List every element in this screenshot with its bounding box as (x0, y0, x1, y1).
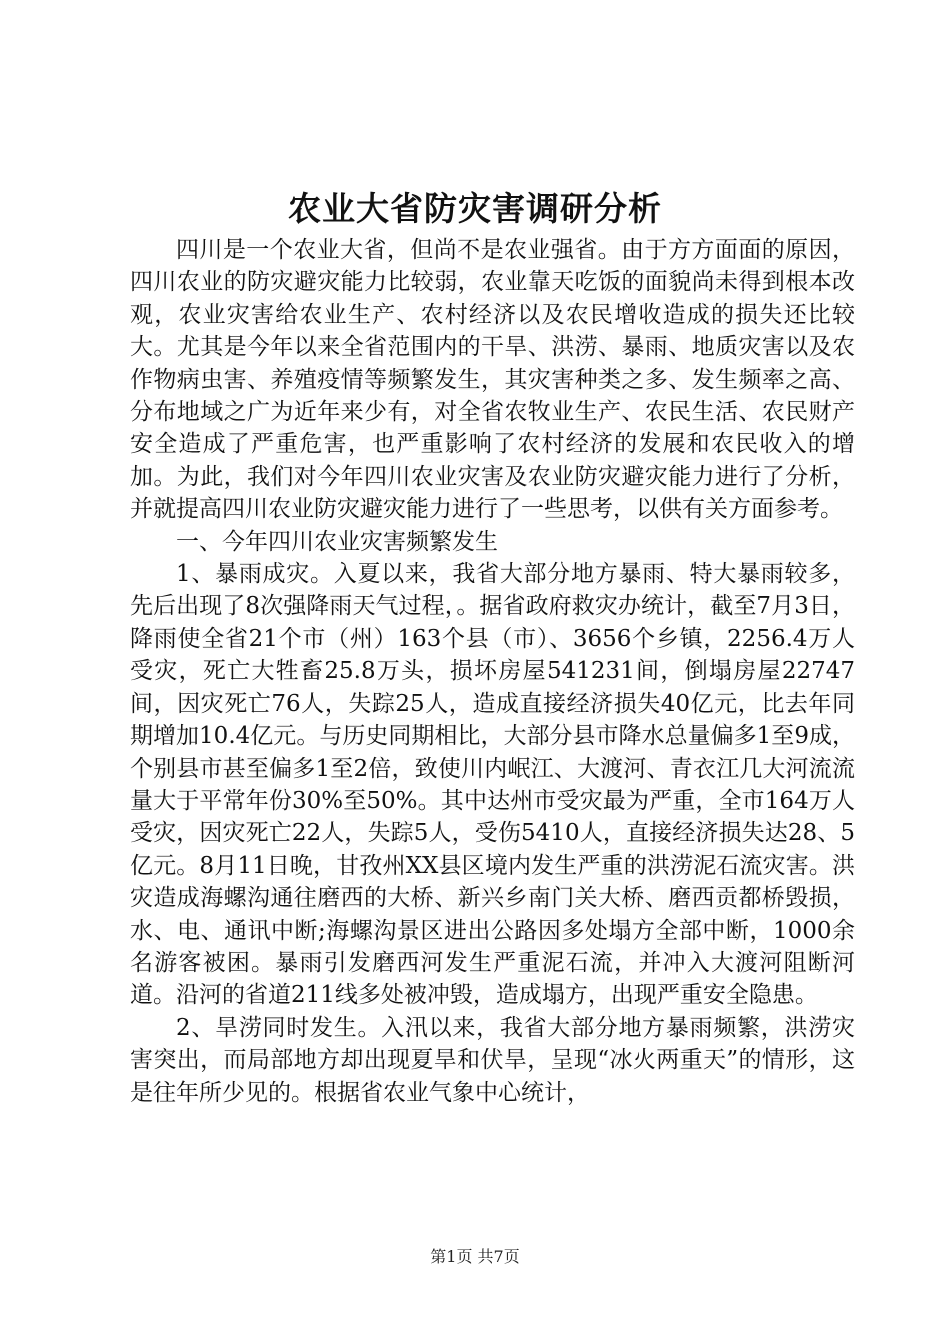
document-title: 农业大省防灾害调研分析 (288, 189, 662, 228)
document-body (130, 234, 855, 1109)
paragraph-drought-flood: 2、旱涝同时发生。入汛以来，我省大部分地方暴雨频繁，洪涝灾害突出，而局部地方却出现夏旱和伏旱，呈现“冰火两重天”的情形，这是往年所少见的。根据省农业气象中心统计， (130, 1014, 855, 1106)
section-heading: 一、今年四川农业灾害频繁发生 (176, 528, 498, 555)
page-number: 第1页 共7页 (430, 1247, 520, 1266)
paragraph-rainstorm: 1、暴雨成灾。入夏以来，我省大部分地方暴雨、特大暴雨较多，先后出现了8次强降雨天气过程，。据省政府救灾办统计，截至7月3日，降雨使全省21个市（州）163个县（市）、3656个乡镇，2256.4万人受灾，死亡大牲畜25.8万头，损坏房屋541231间，倒塌房屋22747间，因灾死亡76人，失踪25人，造成直接经济损失40亿元，比去年同期增加10.4亿元。与历史同期相比，大部分县市降水总量偏多1至9成，个别县市甚至偏多1至2倍，致使川内岷江、大渡河、青衣江几大河流流量大于平常年份30%至50%。其中达州市受灾最为严重，全市164万人受灾，因灾死亡22人，失踪5人，受伤5410人，直接经济损失达28、5亿元。8月11日晚，甘孜州XX县区境内发生严重的洪涝泥石流灾害。洪灾造成海螺沟通往磨西的大桥、新兴乡南门关大桥、磨西贡都桥毁损，水、电、通讯中断;海螺沟景区进出公路因多处塌方全部中断，1000余名游客被困。暴雨引发磨西河发生严重泥石流，并冲入大渡河阻断河道。沿河的省道211线多处被冲毁，造成塌方，出现严重安全隐患。 (130, 561, 855, 1009)
paragraph-intro: 四川是一个农业大省，但尚不是农业强省。由于方方面面的原因，四川农业的防灾避灾能力比较弱，农业靠天吃饭的面貌尚未得到根本改观，农业灾害给农业生产、农村经济以及农民增收造成的损失还比较大。尤其是今年以来全省范围内的干旱、洪涝、暴雨、地质灾害以及农作物病虫害、养殖疫情等频繁发生，其灾害种类之多、发生频率之高、分布地域之广为近年来少有，对全省农牧业生产、农民生活、农民财产安全造成了严重危害，也严重影响了农村经济的发展和农民收入的增加。为此，我们对今年四川农业灾害及农业防灾避灾能力进行了分析，并就提高四川农业防灾避灾能力进行了一些思考，以供有关方面参考。 (130, 237, 855, 523)
